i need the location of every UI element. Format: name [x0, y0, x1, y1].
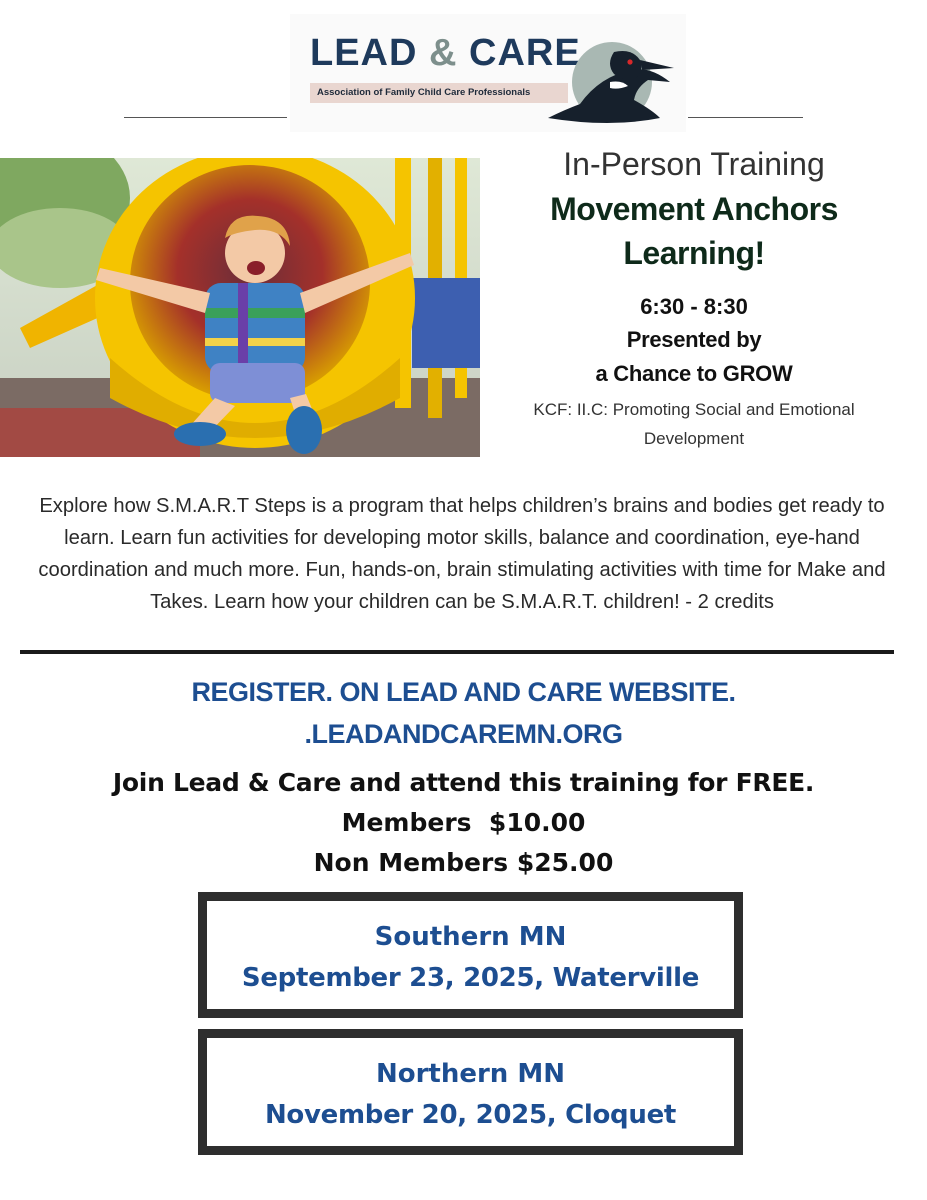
session-region: Northern MN — [375, 1059, 566, 1089]
event-title-line1: Movement Anchors — [550, 191, 838, 227]
session-date: November 20, 2025, Cloquet — [264, 1100, 677, 1130]
header-line-right — [688, 117, 803, 118]
lead-and-care-logo[interactable] — [290, 14, 686, 132]
register-instruction: REGISTER. ON LEAD AND CARE WEBSITE. — [191, 677, 736, 707]
child-on-slide-photo — [0, 158, 480, 457]
non-members-price: Non Members $25.00 — [313, 848, 614, 877]
register-website-link[interactable]: .LEADANDCAREMN.ORG — [304, 719, 623, 749]
presented-by-line2: a Chance to GROW — [595, 361, 793, 386]
event-info — [494, 145, 894, 453]
session-region: Southern MN — [374, 922, 567, 952]
presented-by-line1: Presented by — [626, 327, 762, 352]
logo-ampersand: & — [429, 32, 458, 74]
event-description: Explore how S.M.A.R.T Steps is a program that helps children’s brains and bodies get ready to learn. Learn fun activities for developing motor skills, balance and coordination, eye-hand coordination and much more. Fun, hands-on, brain stimulating activities with time for Make and Takes. Learn how your children can be S.M.A.R.T. children! - 2 credits — [38, 495, 886, 613]
pricing-block — [0, 763, 927, 883]
session-southern-mn — [198, 892, 743, 1018]
registration-block — [0, 671, 927, 755]
event-format: In-Person Training — [563, 146, 825, 182]
event-time: 6:30 - 8:30 — [640, 294, 748, 319]
session-date: September 23, 2025, Waterville — [241, 963, 700, 993]
logo-tagline: Association of Family Child Care Professionals — [317, 87, 531, 98]
header-line-left — [124, 117, 287, 118]
members-price: Members $10.00 — [341, 808, 586, 837]
logo-word-lead: LEAD — [310, 32, 418, 74]
section-divider — [20, 650, 894, 654]
kcf-code: KCF: II.C: Promoting Social and Emotional Development — [533, 400, 855, 448]
logo-word-care: CARE — [469, 32, 581, 74]
session-northern-mn — [198, 1029, 743, 1155]
join-offer: Join Lead & Care and attend this training for FREE. — [112, 768, 815, 797]
loon-bird-icon — [540, 30, 680, 128]
event-title-line2: Learning! — [623, 235, 765, 271]
